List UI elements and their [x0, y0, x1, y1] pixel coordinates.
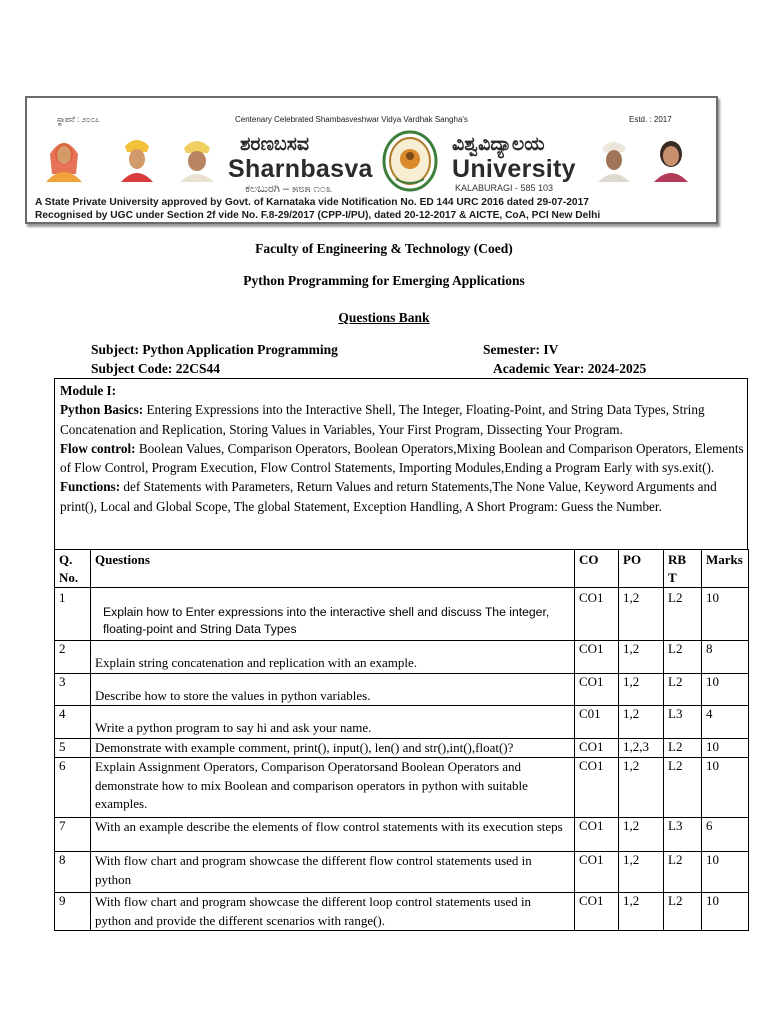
marks-cell: 10	[702, 893, 749, 931]
marks-cell: 10	[702, 758, 749, 818]
portrait-5-icon	[649, 134, 693, 182]
university-banner	[25, 96, 718, 224]
basics-label: Python Basics:	[60, 402, 144, 418]
portrait-3-icon	[175, 134, 219, 182]
semester: Semester: IV	[483, 342, 559, 357]
co-cell: CO1	[575, 738, 619, 758]
co-cell: CO1	[575, 818, 619, 852]
name-kannada-left: ಶರಣಬಸವ	[240, 134, 310, 155]
functions-label: Functions:	[60, 479, 121, 495]
questions-table	[54, 549, 749, 931]
po-cell: 1,2	[619, 758, 664, 818]
name-right: University	[452, 155, 576, 183]
table-row	[55, 893, 749, 931]
rbt-cell: L2	[664, 588, 702, 641]
basics-text: Entering Expressions into the Interactive Shell, The Integer, Floating-Point, and String Data Types, String Concatenation and Replication, Storing Values in Variables, Your First Program, Dissecting Your Program.	[60, 402, 705, 437]
established-kannada: ಸ್ಥಾಪನೆ : ೨೦೦೭	[57, 115, 100, 124]
po-cell: 1,2	[619, 852, 664, 893]
place-right: KALABURAGI - 585 103	[455, 183, 554, 193]
rbt-cell: L2	[664, 641, 702, 674]
module-syllabus	[54, 378, 748, 550]
place-kannada: ಕಲಬುರಗಿ – ೫೮೫ ೧೦೩	[245, 183, 333, 195]
faculty-heading: Faculty of Engineering & Technology (Coed)	[255, 241, 513, 256]
name-left: Sharnbasva	[228, 155, 373, 183]
header-qno: Q. No.	[55, 550, 91, 588]
co-cell: CO1	[575, 893, 619, 931]
question-text: Explain how to Enter expressions into the interactive shell and discuss The integer, floating-point and String Data Types	[91, 588, 575, 641]
course-heading: Python Programming for Emerging Applications	[243, 273, 525, 288]
po-cell: 1,2	[619, 893, 664, 931]
marks-cell: 10	[702, 852, 749, 893]
academic-year: Academic Year: 2024-2025	[493, 361, 647, 376]
question-number: 6	[55, 758, 91, 818]
portrait-2-icon	[115, 134, 159, 182]
rbt-cell: L2	[664, 852, 702, 893]
module-title: Module I:	[60, 383, 117, 398]
table-row	[55, 641, 749, 674]
table-row	[55, 706, 749, 739]
subject-code: Subject Code: 22CS44	[91, 361, 221, 376]
question-text: Explain Assignment Operators, Comparison Operatorsand Boolean Operators and demonstrate how to mix Boolean and comparison operators in python with suitable examples.	[91, 758, 575, 818]
subject-name: Subject: Python Application Programming	[91, 342, 338, 357]
co-cell: CO1	[575, 758, 619, 818]
question-text: With flow chart and program showcase the different flow control statements used in python	[91, 852, 575, 893]
question-number: 2	[55, 641, 91, 674]
marks-cell: 4	[702, 706, 749, 739]
question-number: 1	[55, 588, 91, 641]
approval-line: A State Private University approved by Govt. of Karnataka vide Notification No. ED 144 URC 2016 dated 29-07-2017	[35, 197, 589, 208]
recognition-line: Recognised by UGC under Section 2f vide No. F.8-29/2017 (CPP-I/PU), dated 20-12-2017 & AICTE, CoA, PCI New Delhi	[35, 210, 601, 221]
rbt-cell: L2	[664, 758, 702, 818]
po-cell: 1,2	[619, 673, 664, 706]
marks-cell: 10	[702, 738, 749, 758]
table-row	[55, 738, 749, 758]
po-cell: 1,2	[619, 588, 664, 641]
doc-title: Questions Bank	[338, 310, 430, 325]
header-rbt: RB T	[664, 550, 702, 588]
co-cell: CO1	[575, 852, 619, 893]
portrait-1-icon	[42, 134, 86, 182]
rbt-cell: L2	[664, 738, 702, 758]
question-number: 8	[55, 852, 91, 893]
marks-cell: 6	[702, 818, 749, 852]
header-co: CO	[575, 550, 619, 588]
question-number: 5	[55, 738, 91, 758]
university-seal-icon	[381, 129, 439, 193]
name-kannada-right: ವಿಶ್ವವಿದ್ಯಾಲಯ	[452, 134, 545, 155]
marks-cell: 10	[702, 588, 749, 641]
po-cell: 1,2,3	[619, 738, 664, 758]
marks-cell: 10	[702, 673, 749, 706]
question-number: 4	[55, 706, 91, 739]
question-text: Describe how to store the values in python variables.	[91, 673, 575, 706]
table-row	[55, 588, 749, 641]
functions-text: def Statements with Parameters, Return Values and return Statements,The None Value, Keyword Arguments and print(), Local and Global Scope, The global Statement, Exception Handling, A Short Program: Guess the Number.	[60, 479, 717, 514]
table-row	[55, 852, 749, 893]
flow-text: Boolean Values, Comparison Operators, Boolean Operators,Mixing Boolean and Comparison Operators, Elements of Flow Control, Program Execution, Flow Control Statements, Importing Modules,Ending a Program Early with sys.exit().	[60, 440, 744, 476]
po-cell: 1,2	[619, 641, 664, 674]
question-number: 7	[55, 818, 91, 852]
table-row	[55, 673, 749, 706]
header-po: PO	[619, 550, 664, 588]
established-year: Estd. : 2017	[629, 115, 672, 124]
co-cell: C01	[575, 706, 619, 739]
question-number: 9	[55, 893, 91, 931]
header-marks: Marks	[702, 550, 749, 588]
question-text: Demonstrate with example comment, print(), input(), len() and str(),int(),float()?	[91, 738, 575, 758]
header-questions: Questions	[91, 550, 575, 588]
marks-cell: 8	[702, 641, 749, 674]
table-row	[55, 758, 749, 818]
portrait-4-icon	[592, 134, 636, 182]
table-row	[55, 818, 749, 852]
flow-label: Flow control:	[60, 440, 136, 456]
question-text: Explain string concatenation and replication with an example.	[91, 641, 575, 674]
table-header-row	[55, 550, 749, 588]
question-text: Write a python program to say hi and ask your name.	[91, 706, 575, 739]
question-text: With flow chart and program showcase the different loop control statements used in python and provide the different scenarios with range().	[91, 893, 575, 931]
co-cell: CO1	[575, 673, 619, 706]
question-text: With an example describe the elements of flow control statements with its execution steps	[91, 818, 575, 852]
question-number: 3	[55, 673, 91, 706]
sangha-name: Centenary Celebrated Shambasveshwar Vidya Vardhak Sangha's	[235, 115, 468, 124]
co-cell: CO1	[575, 588, 619, 641]
po-cell: 1,2	[619, 706, 664, 739]
rbt-cell: L2	[664, 893, 702, 931]
co-cell: CO1	[575, 641, 619, 674]
rbt-cell: L3	[664, 706, 702, 739]
po-cell: 1,2	[619, 818, 664, 852]
rbt-cell: L3	[664, 818, 702, 852]
rbt-cell: L2	[664, 673, 702, 706]
